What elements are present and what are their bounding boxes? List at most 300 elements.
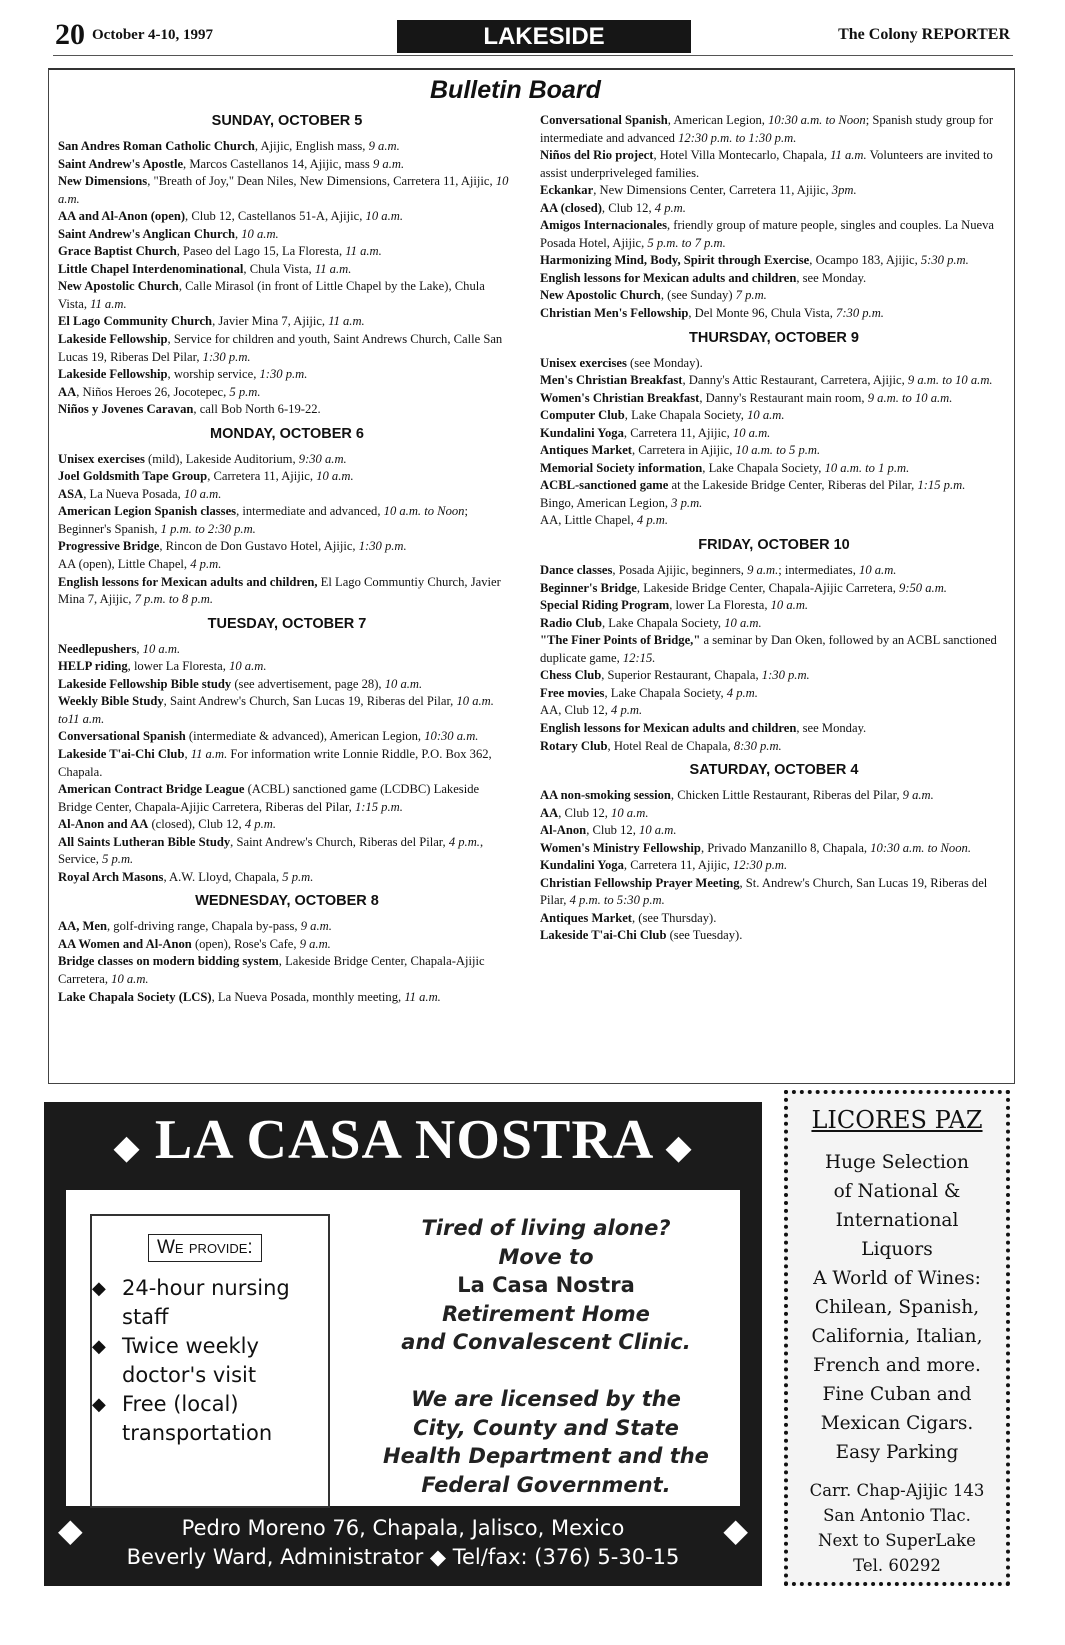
licores-line: Huge Selection bbox=[825, 1152, 969, 1173]
bulletin-entry bbox=[540, 287, 1008, 305]
entry-name: Computer Club bbox=[540, 408, 625, 423]
licores-address bbox=[788, 1478, 1006, 1578]
entry-name: AA Women and Al-Anon bbox=[58, 936, 192, 951]
entry-detail: , Chula Vista, bbox=[243, 261, 315, 276]
entry-detail: , Carretera 11, Ajijic, bbox=[623, 425, 733, 440]
bulletin-entry bbox=[58, 313, 516, 331]
bulletin-entry bbox=[58, 658, 516, 676]
bulletin-entry bbox=[540, 875, 1008, 910]
entry-time: 11 a.m. bbox=[345, 244, 382, 259]
entry-time: 10 a.m. to 5 p.m. bbox=[735, 443, 821, 458]
entry-name: Unisex exercises bbox=[58, 451, 145, 466]
bulletin-entry bbox=[540, 615, 1008, 633]
licores-line: French and more. bbox=[813, 1355, 981, 1376]
entry-time: 10 a.m. to11 a.m. bbox=[58, 694, 494, 726]
entry-detail: , Carretera 11, Ajijic, bbox=[623, 858, 733, 873]
bulletin-entry bbox=[58, 693, 516, 728]
services-label: We provide: bbox=[148, 1234, 262, 1262]
entry-time: 4 p.m. bbox=[726, 685, 758, 700]
entry-time: 11 a.m. bbox=[190, 746, 228, 761]
entry-name: Lakeside Fellowship bbox=[58, 367, 168, 382]
licores-address-line: San Antonio Tlac. bbox=[823, 1506, 971, 1525]
entry-time: 7 p.m. bbox=[735, 288, 767, 303]
page-number: 20 bbox=[55, 18, 85, 51]
day-heading-thursday: THURSDAY, OCTOBER 9 bbox=[688, 329, 859, 346]
bulletin-entry bbox=[540, 390, 1008, 408]
entry-detail: , Ocampo 183, Ajijic, bbox=[809, 253, 921, 268]
entry-extra: Volunteers are invited to assist underpriveleged families. bbox=[540, 148, 993, 180]
entry-time: 11 a.m. bbox=[404, 989, 441, 1004]
entry-name: American Legion Spanish classes bbox=[58, 504, 237, 519]
ad-message bbox=[366, 1214, 726, 1499]
entry-detail: , Club 12, bbox=[558, 805, 612, 820]
entry-time: 1:30 p.m. bbox=[761, 668, 810, 683]
entry-detail: , Hotel Villa Montecarlo, Chapala, bbox=[653, 148, 831, 163]
bulletin-entry bbox=[58, 366, 516, 384]
entry-name: "The Finer Points of Bridge," bbox=[540, 633, 701, 648]
entry-time: 9 a.m. bbox=[368, 139, 400, 153]
entry-name: AA bbox=[540, 805, 559, 820]
entry-name: Christian Fellowship Prayer Meeting bbox=[540, 875, 740, 890]
entry-time: 12:15. bbox=[622, 650, 656, 665]
bulletin-entry bbox=[540, 857, 1008, 875]
entry-time: 4 p.m. bbox=[654, 200, 686, 215]
entry-time: 9 a.m. to 10 a.m. bbox=[907, 373, 993, 388]
entry-detail: , Marcos Castellanos 14, Ajijic, mass bbox=[183, 156, 373, 171]
service-item bbox=[92, 1332, 322, 1390]
entry-detail: , Calle Mirasol (in front of Little Chapel by the Lake), Chula Vista, bbox=[58, 279, 485, 311]
entry-detail: , American Legion, bbox=[667, 113, 769, 127]
licores-paz-ad bbox=[784, 1090, 1010, 1586]
entry-name: Needlepushers bbox=[58, 641, 137, 656]
bulletin-entry bbox=[58, 503, 516, 538]
bulletin-entry bbox=[540, 252, 1008, 270]
bulletin-entry bbox=[58, 641, 516, 659]
ad-message-line: and Convalescent Clinic. bbox=[401, 1330, 691, 1354]
entry-time: 5:30 p.m. bbox=[920, 253, 969, 268]
entry-time: 10 a.m. bbox=[859, 563, 897, 578]
bulletin-entry bbox=[540, 200, 1008, 218]
licores-line: International bbox=[835, 1210, 959, 1231]
licores-address-line: Next to SuperLake bbox=[818, 1531, 976, 1550]
entry-name: El Lago Community Church bbox=[58, 314, 213, 329]
entry-time: 1:15 p.m. bbox=[917, 478, 966, 493]
entry-name: Lake Chapala Society (LCS) bbox=[58, 989, 212, 1004]
licores-line: A World of Wines: bbox=[813, 1268, 981, 1289]
bulletin-entry bbox=[58, 556, 516, 574]
day-list-tuesday bbox=[58, 641, 516, 887]
entry-name: Antiques Market bbox=[540, 443, 632, 458]
day-list-saturday bbox=[540, 787, 1008, 945]
entry-detail: (ACBL) sanctioned game (LCDBC) Lakeside Bridge Center, Chapala-Ajijic Carretera, Riberas del Pilar, bbox=[58, 782, 480, 814]
entry-time: 1:30 p.m. bbox=[202, 349, 251, 364]
entry-detail: AA, Little Chapel, bbox=[540, 513, 637, 528]
bulletin-entry bbox=[540, 442, 1008, 460]
entry-name: Niños y Jovenes Caravan bbox=[58, 402, 194, 417]
bulletin-entry bbox=[58, 834, 516, 869]
entry-time: 9 a.m. bbox=[747, 563, 779, 578]
entry-name: AA (closed) bbox=[540, 200, 602, 215]
service-item-label: Free (local) transportation bbox=[122, 1392, 273, 1445]
entry-time: 10 a.m. bbox=[639, 823, 677, 838]
entry-time: 4 p.m. bbox=[244, 817, 276, 832]
entry-name: Little Chapel Interdenominational bbox=[58, 261, 244, 276]
licores-line: Easy Parking bbox=[835, 1442, 959, 1463]
entry-name: Saint Andrew's Anglican Church bbox=[58, 226, 235, 241]
entry-time: 9 a.m. bbox=[902, 788, 934, 803]
entry-time: 3pm. bbox=[831, 183, 857, 198]
entry-name: Joel Goldsmith Tape Group bbox=[58, 469, 208, 484]
entry-detail: AA, Club 12, bbox=[540, 703, 612, 718]
entry-time: 5 p.m. bbox=[229, 384, 261, 399]
ad-message-line: Retirement Home bbox=[442, 1301, 650, 1326]
entry-name: American Contract Bridge League bbox=[58, 782, 245, 797]
day-list-monday bbox=[58, 451, 516, 609]
entry-time: 9 a.m. to 10 a.m. bbox=[867, 390, 953, 405]
entry-detail: , Del Monte 96, Chula Vista, bbox=[688, 306, 837, 321]
entry-detail: , (see Sunday) bbox=[660, 288, 736, 303]
bulletin-entry bbox=[540, 738, 1008, 756]
entry-detail: , bbox=[184, 746, 191, 761]
service-item bbox=[92, 1274, 322, 1332]
entry-name: Al-Anon and AA bbox=[58, 817, 149, 832]
entry-detail: , friendly group of mature people, singles and couples. La Nueva Posada Hotel, Ajijic, bbox=[540, 218, 994, 250]
entry-name: English lessons for Mexican adults and children bbox=[540, 270, 797, 285]
newspaper-name: The Colony REPORTER bbox=[838, 26, 1010, 43]
entry-detail: , Ajijic, English mass, bbox=[254, 139, 369, 153]
ad-message-line: La Casa Nostra bbox=[457, 1273, 635, 1297]
entry-name: Eckankar bbox=[540, 183, 594, 198]
entry-detail: a seminar by Dan Oken, followed by an ACBL sanctioned duplicate game, bbox=[540, 633, 997, 665]
entry-time: 7 p.m. to 8 p.m. bbox=[134, 592, 213, 607]
bulletin-entry bbox=[540, 112, 1008, 147]
entry-detail: , Saint Andrew's Church, Riberas del Pilar, bbox=[230, 834, 449, 849]
bulletin-entry bbox=[58, 278, 516, 313]
licores-line: Fine Cuban and bbox=[822, 1384, 972, 1405]
entry-time: 3 p.m. bbox=[671, 495, 703, 510]
diamond-bullet-icon: ◆ bbox=[92, 1336, 106, 1357]
entry-name: Grace Baptist Church bbox=[58, 244, 177, 259]
day-list-sunday bbox=[58, 138, 516, 419]
entry-detail: , Javier Mina 7, Ajijic, bbox=[212, 314, 329, 329]
entry-detail: , La Nueva Posada, monthly meeting, bbox=[211, 989, 405, 1004]
bulletin-entry bbox=[58, 138, 516, 156]
licores-line: of National & bbox=[833, 1181, 961, 1202]
ad-address: Pedro Moreno 76, Chapala, Jalisco, Mexico bbox=[181, 1516, 625, 1540]
entry-time: 10 a.m. bbox=[365, 209, 403, 224]
entry-name: Royal Arch Masons bbox=[58, 869, 164, 884]
entry-time: 11 a.m. bbox=[830, 148, 867, 163]
entry-name: Special Riding Program bbox=[540, 598, 670, 613]
entry-name: All Saints Lutheran Bible Study bbox=[58, 834, 231, 849]
bulletin-entry bbox=[540, 667, 1008, 685]
header-rule bbox=[53, 55, 1013, 56]
entry-detail: Bingo, American Legion, bbox=[540, 495, 672, 510]
entry-detail: (see Tuesday). bbox=[666, 928, 743, 943]
entry-name: Free movies bbox=[540, 685, 605, 700]
licores-line: Mexican Cigars. bbox=[820, 1413, 974, 1434]
entry-time: 11 a.m. bbox=[314, 261, 352, 276]
day-list-friday bbox=[540, 562, 1008, 755]
bulletin-entry bbox=[540, 787, 1008, 805]
bulletin-entry bbox=[58, 208, 516, 226]
ad-inner-panel bbox=[66, 1190, 740, 1506]
ad-message-line: Federal Government. bbox=[421, 1472, 671, 1497]
entry-time: 10:30 a.m. bbox=[424, 729, 479, 744]
entry-detail: , Danny's Attic Restaurant, Carretera, Ajijic, bbox=[682, 373, 908, 388]
entry-name: AA, Men bbox=[58, 919, 107, 934]
day-list-wednesday-continued bbox=[540, 112, 1008, 323]
bulletin-entry bbox=[58, 676, 516, 694]
entry-time: 4 p.m. bbox=[448, 834, 480, 849]
entry-name: New Dimensions bbox=[58, 174, 148, 189]
entry-name: ACBL-sanctioned game bbox=[540, 478, 669, 493]
bulletin-entry bbox=[540, 805, 1008, 823]
entry-time: 10 a.m. bbox=[58, 174, 509, 206]
entry-name: Chess Club bbox=[540, 668, 602, 683]
entry-extra: ; Spanish study group for intermediate and advanced bbox=[540, 113, 994, 145]
entry-name: Antiques Market bbox=[540, 910, 632, 925]
entry-detail: , St. Andrew's Church, San Lucas 19, Riberas del Pilar, bbox=[540, 875, 988, 908]
entry-detail: , Niños Heroes 26, Jocotepec, bbox=[76, 384, 230, 399]
entry-name: Radio Club bbox=[540, 615, 602, 630]
entry-time: 9:30 a.m. bbox=[298, 451, 347, 466]
entry-name: Rotary Club bbox=[540, 738, 608, 753]
ad-admin-line: Beverly Ward, Administrator ◆ Tel/fax: (376) 5-30-15 bbox=[126, 1545, 680, 1569]
entry-name: New Apostolic Church bbox=[58, 279, 179, 294]
entry-extra: ; intermediates, bbox=[778, 563, 860, 578]
day-heading-sunday: SUNDAY, OCTOBER 5 bbox=[211, 113, 363, 129]
bulletin-entry bbox=[540, 927, 1008, 945]
bulletin-entry bbox=[540, 562, 1008, 580]
entry-name: Niños del Rio project bbox=[540, 148, 654, 163]
entry-detail: , Service for children and youth, Saint Andrews Church, Calle San Lucas 19, Riberas Del Pilar, bbox=[58, 332, 503, 364]
entry-name: Weekly Bible Study bbox=[58, 694, 164, 709]
entry-name: Unisex exercises bbox=[540, 355, 627, 370]
bulletin-entry bbox=[540, 407, 1008, 425]
la-casa-nostra-ad bbox=[44, 1102, 762, 1586]
diamond-icon: ◆ bbox=[114, 1129, 140, 1165]
entry-name: Saint Andrew's Apostle bbox=[58, 156, 184, 171]
bulletin-entry bbox=[58, 781, 516, 816]
day-list-wednesday bbox=[58, 918, 516, 1006]
entry-detail: , Carretera 11, Ajijic, bbox=[207, 469, 317, 484]
entry-detail: (see advertisement, page 28), bbox=[231, 676, 385, 691]
entry-detail: , Privado Manzanillo 8, Chapala, bbox=[700, 840, 871, 855]
bulletin-entry bbox=[58, 451, 516, 469]
entry-name: AA bbox=[58, 384, 77, 399]
entry-detail: , New Dimensions Center, Carretera 11, Ajijic, bbox=[593, 183, 832, 198]
entry-time: 5 p.m. bbox=[282, 869, 314, 884]
bulletin-entry bbox=[540, 685, 1008, 703]
bulletin-entry bbox=[540, 822, 1008, 840]
bulletin-entry bbox=[58, 936, 516, 954]
ad-title-row bbox=[44, 1108, 762, 1172]
entry-name: Progressive Bridge bbox=[58, 539, 160, 554]
ad-message-line: Tired of living alone? bbox=[421, 1216, 671, 1240]
entry-detail: , see Monday. bbox=[796, 720, 867, 735]
entry-name: Memorial Society information bbox=[540, 460, 703, 475]
entry-time: 8:30 p.m. bbox=[733, 738, 782, 753]
bulletin-entry bbox=[58, 384, 516, 402]
bulletin-entry bbox=[540, 720, 1008, 738]
entry-detail: , Club 12, bbox=[586, 823, 640, 838]
service-item-label: 24-hour nursing staff bbox=[122, 1276, 290, 1329]
entry-name: ASA bbox=[58, 486, 84, 501]
entry-extra: For information write Lonnie Riddle, P.O. Box 362, Chapala. bbox=[58, 746, 492, 779]
entry-name: Lakeside Fellowship Bible study bbox=[58, 676, 232, 691]
entry-detail: , Posada Ajijic, beginners, bbox=[612, 563, 748, 578]
entry-detail: , intermediate and advanced, bbox=[236, 504, 384, 519]
entry-detail: , call Bob North 6-19-22. bbox=[193, 402, 321, 417]
entry-time: 10 a.m. bbox=[241, 226, 279, 241]
entry-detail: , lower La Floresta, bbox=[127, 659, 230, 674]
entry-name: English lessons for Mexican adults and children, bbox=[58, 574, 318, 589]
entry-detail: , Rincon de Don Gustavo Hotel, Ajijic, bbox=[159, 539, 359, 554]
entry-detail: , Paseo del Lago 15, La Floresta, bbox=[176, 244, 346, 259]
entry-name: Kundalini Yoga bbox=[540, 425, 624, 440]
entry-detail: , Superior Restaurant, Chapala, bbox=[601, 668, 762, 683]
entry-name: New Apostolic Church bbox=[540, 288, 661, 303]
entry-time: 10 a.m. bbox=[611, 805, 649, 820]
bulletin-entry bbox=[540, 270, 1008, 288]
bulletin-entry bbox=[58, 918, 516, 936]
bulletin-entry bbox=[540, 425, 1008, 443]
entry-name: Conversational Spanish bbox=[540, 113, 668, 127]
entry-detail: , "Breath of Joy," Dean Niles, New Dimensions, Carretera 11, Ajijic, bbox=[147, 174, 496, 189]
entry-time: 10:30 a.m. to Noon bbox=[768, 113, 866, 127]
bulletin-entry bbox=[58, 331, 516, 366]
diamond-icon: ◆ bbox=[58, 1511, 83, 1549]
bulletin-entry bbox=[540, 910, 1008, 928]
entry-time: 4 p.m. to 5:30 p.m. bbox=[569, 893, 665, 908]
ad-message-line: Health Department and the bbox=[383, 1444, 709, 1468]
entry-name: San Andres Roman Catholic Church bbox=[58, 139, 255, 153]
entry-detail: , Lake Chapala Society, bbox=[604, 685, 727, 700]
entry-time: 4 p.m. bbox=[636, 513, 669, 528]
bulletin-entry bbox=[58, 486, 516, 504]
entry-name: Beginner's Bridge bbox=[540, 580, 637, 595]
day-heading-saturday: SATURDAY, OCTOBER 4 bbox=[689, 762, 859, 779]
entry-name: Dance classes bbox=[540, 563, 613, 578]
bulletin-entry bbox=[58, 226, 516, 244]
entry-detail: , Saint Andrew's Church, San Lucas 19, Riberas del Pilar, bbox=[163, 694, 457, 709]
licores-address-line: Tel. 60292 bbox=[853, 1556, 941, 1575]
entry-time: 10 a.m. bbox=[732, 425, 771, 440]
entry-time: 1:30 p.m. bbox=[358, 539, 407, 554]
bulletin-entry bbox=[58, 816, 516, 834]
entry-name: AA non-smoking session bbox=[540, 788, 671, 803]
entry-name: Women's Christian Breakfast bbox=[540, 390, 700, 405]
entry-time: 10 a.m. bbox=[724, 615, 762, 630]
day-heading-monday: MONDAY, OCTOBER 6 bbox=[210, 425, 364, 442]
entry-detail: , La Nueva Posada, bbox=[83, 486, 184, 501]
entry-time: 10 a.m. bbox=[384, 676, 423, 691]
entry-detail: , bbox=[136, 641, 143, 656]
bulletin-entry bbox=[540, 512, 1008, 530]
entry-time: 9 a.m. bbox=[300, 919, 332, 934]
bulletin-entry bbox=[540, 702, 1008, 720]
entry-name: Lakeside T'ai-Chi Club bbox=[58, 746, 185, 761]
licores-body bbox=[788, 1148, 1006, 1467]
bulletin-left-column bbox=[58, 112, 516, 1006]
entry-name: Harmonizing Mind, Body, Spirit through Exercise bbox=[540, 253, 810, 268]
entry-name: Men's Christian Breakfast bbox=[540, 373, 683, 388]
entry-time: 10 a.m. bbox=[747, 408, 785, 423]
entry-detail: , Lake Chapala Society, bbox=[601, 615, 725, 630]
entry-detail: , Club 12, bbox=[601, 200, 655, 215]
entry-extra: ; Beginner's Spanish, bbox=[58, 504, 468, 536]
bulletin-entry bbox=[540, 460, 1008, 478]
entry-time: 4 p.m. bbox=[190, 557, 222, 572]
entry-name: Bridge classes on modern bidding system bbox=[58, 954, 279, 969]
entry-time: 10 a.m. bbox=[111, 971, 149, 986]
entry-name: Lakeside Fellowship bbox=[58, 332, 168, 347]
bulletin-entry bbox=[540, 597, 1008, 615]
entry-detail: (see Monday). bbox=[626, 355, 703, 370]
bulletin-entry bbox=[540, 840, 1008, 858]
day-heading-friday: FRIDAY, OCTOBER 10 bbox=[698, 537, 850, 554]
service-item-label: Twice weekly doctor's visit bbox=[122, 1334, 259, 1387]
bulletin-entry bbox=[58, 953, 516, 988]
entry-time: 1 p.m. to 2:30 p.m. bbox=[160, 521, 256, 536]
bulletin-entry bbox=[58, 746, 516, 781]
entry-detail: , bbox=[234, 226, 242, 241]
entry-name: Conversational Spanish bbox=[58, 729, 186, 744]
entry-detail: (open), Rose's Cafe, bbox=[191, 936, 300, 951]
entry-time: 11 a.m. bbox=[90, 296, 127, 311]
entry-detail: , see Monday. bbox=[796, 270, 867, 285]
entry-time: 9 a.m. bbox=[372, 156, 405, 171]
entry-detail: El Lago Communtiy Church, Javier Mina 7, Ajijic, bbox=[58, 574, 501, 607]
bulletin-entry bbox=[540, 147, 1008, 182]
entry-time: 10 a.m. to Noon bbox=[383, 504, 465, 519]
entry-time: 10 a.m. to 1 p.m. bbox=[824, 460, 910, 475]
licores-line: Liquors bbox=[861, 1239, 933, 1260]
bulletin-entry bbox=[58, 156, 516, 174]
ad-title: LA CASA NOSTRA bbox=[154, 1109, 652, 1171]
bulletin-entry bbox=[540, 580, 1008, 598]
entry-name: Lakeside T'ai-Chi Club bbox=[540, 928, 667, 943]
licores-line: Chilean, Spanish, bbox=[814, 1297, 980, 1318]
diamond-icon: ◆ bbox=[723, 1511, 748, 1549]
entry-detail: at the Lakeside Bridge Center, Riberas del Pilar, bbox=[668, 478, 918, 493]
entry-time: 9:50 a.m. bbox=[899, 580, 947, 595]
entry-detail: , Danny's Restaurant main room, bbox=[699, 390, 868, 405]
entry-detail: , Chicken Little Restaurant, Riberas del Pilar, bbox=[670, 788, 903, 803]
bulletin-board-title: Bulletin Board bbox=[430, 76, 601, 104]
entry-name: Kundalini Yoga bbox=[540, 858, 624, 873]
entry-time: 10:30 a.m. to Noon. bbox=[870, 840, 971, 855]
bulletin-right-column bbox=[540, 112, 1008, 945]
day-list-thursday bbox=[540, 355, 1008, 530]
bulletin-entry bbox=[58, 869, 516, 887]
entry-detail: , Lakeside Bridge Center, Chapala-Ajijic Carretera, bbox=[636, 580, 900, 595]
entry-time: 5 p.m. to 7 p.m. bbox=[647, 235, 726, 250]
licores-address-line: Carr. Chap-Ajijic 143 bbox=[809, 1481, 985, 1500]
entry-time: 12:30 p.m. to 1:30 p.m. bbox=[678, 130, 797, 145]
bulletin-entry bbox=[540, 477, 1008, 495]
bulletin-entry bbox=[58, 468, 516, 486]
entry-time: 10 a.m. bbox=[316, 469, 354, 484]
entry-detail: , worship service, bbox=[167, 367, 260, 382]
bulletin-entry bbox=[58, 989, 516, 1007]
bulletin-entry bbox=[540, 305, 1008, 323]
entry-name: HELP riding bbox=[58, 659, 128, 674]
ad-address-line bbox=[44, 1511, 762, 1549]
entry-name: Women's Ministry Fellowship bbox=[540, 840, 701, 855]
entry-detail: (intermediate & advanced), American Legion, bbox=[185, 729, 425, 744]
